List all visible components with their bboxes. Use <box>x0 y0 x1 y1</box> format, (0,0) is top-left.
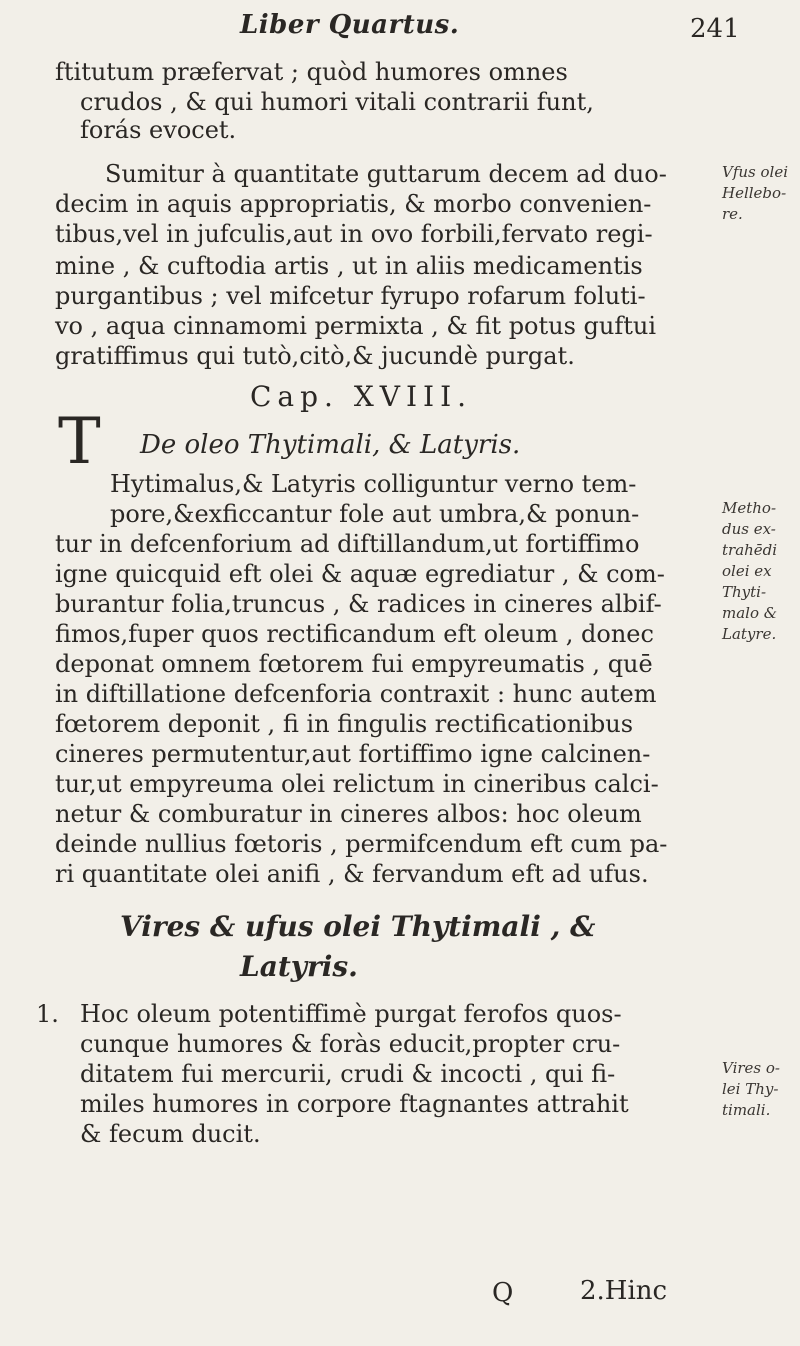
marginal-line: Thyti- <box>722 583 767 601</box>
text-line: Hoc oleum potentiffimè purgat ferofos quos- <box>80 1000 622 1028</box>
text-line: burantur folia,truncus , & radices in cineres albif- <box>55 590 662 618</box>
text-line: tur,ut empyreuma olei relictum in cineribus calci- <box>55 770 659 798</box>
text-line: fœtorem deponit , fi in fingulis rectificationibus <box>55 710 634 738</box>
text-line: mine , & cuftodia artis , ut in aliis medicamentis <box>55 252 643 280</box>
running-title: Liber Quartus. <box>240 10 460 40</box>
marginal-line: olei ex <box>722 562 772 580</box>
section-heading: Latyris. <box>240 950 358 983</box>
text-line: vo , aqua cinnamomi permixta , & fit potus guftui <box>55 312 657 340</box>
marginal-line: Latyre. <box>722 625 777 643</box>
marginal-line: lei Thy- <box>722 1080 779 1098</box>
text-line: Hytimalus,& Latyris colliguntur verno tem- <box>110 470 637 498</box>
marginal-line: Vires o- <box>722 1059 780 1077</box>
section-heading: Vires & ufus olei Thytimali , & <box>120 910 596 943</box>
page-header <box>0 6 800 56</box>
marginal-line: malo & <box>722 604 778 622</box>
chapter-subtitle: De oleo Thytimali, & Latyris. <box>140 430 521 460</box>
text-line: forás evocet. <box>80 116 237 144</box>
marginal-note <box>722 1058 780 1121</box>
signature-mark: Q <box>492 1278 514 1308</box>
text-line: miles humores in corpore ftagnantes attrahit <box>80 1090 629 1118</box>
marginal-line: timali. <box>722 1101 771 1119</box>
text-line: igne quicquid eft olei & aquæ egrediatur , & com- <box>55 560 665 588</box>
page-number: 241 <box>690 14 740 44</box>
text-line: pore,&exficcantur fole aut umbra,& ponun- <box>110 500 640 528</box>
text-line: netur & comburatur in cineres albos: hoc oleum <box>55 800 642 828</box>
text-line: purgantibus ; vel mifcetur fyrupo rofarum foluti- <box>55 282 646 310</box>
marginal-line: Metho- <box>722 499 777 517</box>
text-line: ditatem fui mercurii, crudi & incocti , qui fi- <box>80 1060 616 1088</box>
marginal-note <box>722 162 788 225</box>
marginal-line: Vfus olei <box>722 163 789 181</box>
chapter-heading: Cap. XVIII. <box>250 380 473 413</box>
text-line: gratiffimus qui tutò,citò,& jucundè purgat. <box>55 342 575 370</box>
text-line: decim in aquis appropriatis, & morbo convenien- <box>55 190 652 218</box>
text-line: deponat omnem fœtorem fui empyreumatis , quē <box>55 650 653 678</box>
item-number: 1. <box>36 1000 59 1028</box>
marginal-line: Hellebo- <box>722 184 787 202</box>
text-line: tibus,vel in jufculis,aut in ovo forbili,fervato regi- <box>55 220 653 248</box>
marginal-line: dus ex- <box>722 520 776 538</box>
text-line: in diftillatione defcenforia contraxit : hunc autem <box>55 680 657 708</box>
marginal-line: re. <box>722 205 743 223</box>
text-line: Sumitur à quantitate guttarum decem ad duo- <box>105 160 667 188</box>
marginal-line: trahēdi <box>722 541 778 559</box>
catchword: 2.Hinc <box>580 1276 668 1306</box>
marginal-note <box>722 498 777 645</box>
text-line: cunque humores & foràs educit,propter cru- <box>80 1030 621 1058</box>
text-line: ri quantitate olei anifi , & fervandum eft ad ufus. <box>55 860 649 888</box>
text-line: fimos,fuper quos rectificandum eft oleum , donec <box>55 620 654 648</box>
drop-cap: T <box>58 405 101 479</box>
text-line: & fecum ducit. <box>80 1120 261 1148</box>
text-line: deinde nullius fœtoris , permifcendum eft cum pa- <box>55 830 668 858</box>
text-line: ftitutum præfervat ; quòd humores omnes <box>55 58 568 86</box>
text-line: crudos , & qui humori vitali contrarii funt, <box>80 88 594 116</box>
text-line: cineres permutentur,aut fortiffimo igne calcinen- <box>55 740 651 768</box>
text-line: tur in defcenforium ad diftillandum,ut fortiffimo <box>55 530 640 558</box>
